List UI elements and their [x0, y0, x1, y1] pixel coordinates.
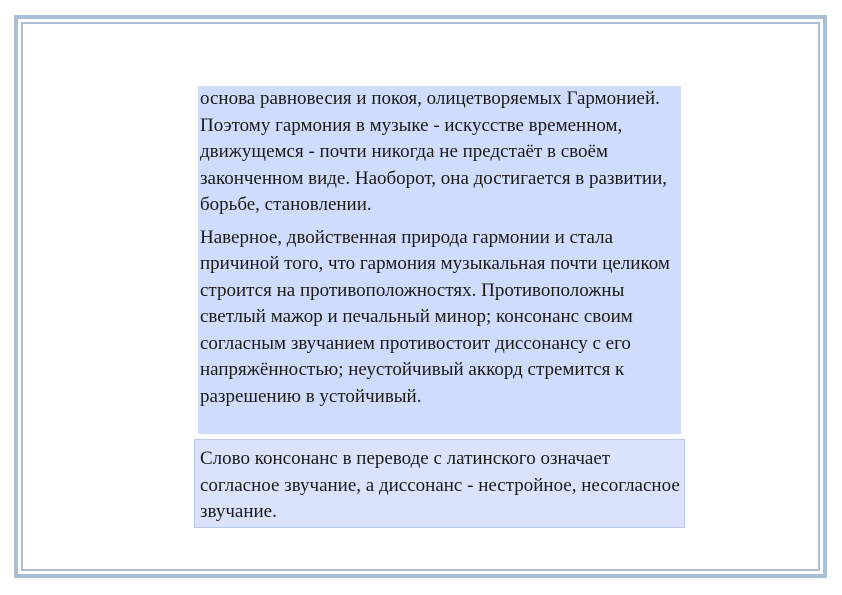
paragraph-harmony-opposites: Наверное, двойственная природа гармонии и стала причиной того, что гармония музыкальная почти целиком строится на противоположностях. Противоположны светлый мажор и печальный минор; консонанс своим согласным звучанием противостоит диссонансу с его напряжённостью; неустойчивый аккорд стремится к разрешению в устойчивый. [200, 226, 670, 407]
definition-note-box [194, 439, 685, 528]
paragraph-harmony-balance: основа равновесия и покоя, олицетворяемых Гармонией. Поэтому гармония в музыке - искусстве временном, движущемся - почти никогда не предстаёт в своём законченном виде. Наоборот, она достигается в развитии, борьбе, становлении. [200, 88, 667, 215]
definition-note-text: Слово консонанс в переводе с латинского означает согласное звучание, а диссонанс - нестройное, несогласное звучание. [200, 448, 680, 522]
main-text-block [198, 86, 681, 434]
